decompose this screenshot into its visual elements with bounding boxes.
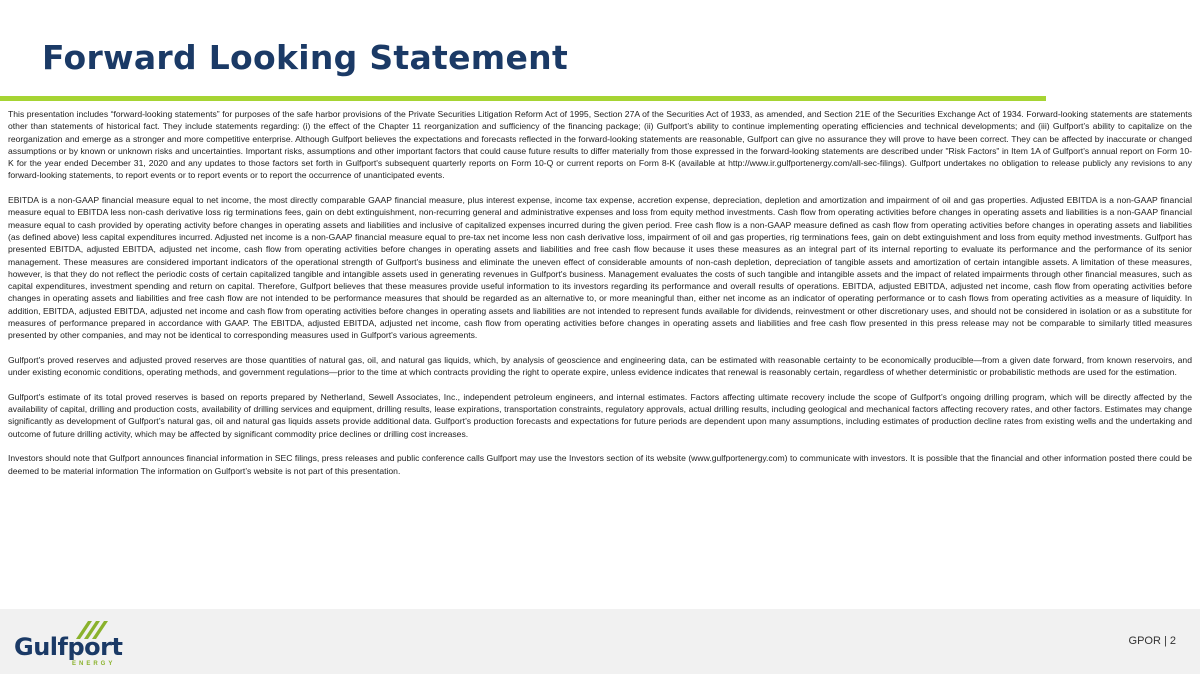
paragraph-ebitda: EBITDA is a non-GAAP financial measure equal to net income, the most directly comparable GAAP financial measure, plus interest expense, income tax expense, accretion expense, depreciation, depletion and amortization and impairment of oil and gas properties. Adjusted EBITDA is a non-GAAP financial measure equal to EBITDA less non-cash derivative loss rig terminations fees, gain on debt extinguishment, non-recurring general and administrative expenses and loss from equity method investments. Cash flow from operating activities before changes in operating assets and liabilities is a non-GAAP financial measure equal to cash provided by operating activity before changes in operating assets and liabilities and inclusive of capitalized expenses incurred during the given period. Free cash flow is a non-GAAP measure defined as cash flow from operating activities before changes in operating assets and liabilities (as defined above) less capital expenditures incurred. Adjusted net income is a non-GAAP financial measure equal to pre-tax net income less non cash derivative loss, impairment of oil and gas properties, rig terminations fees, gain on debt extinguishment and loss from equity method investments. Gulfport has presented EBITDA, adjusted EBITDA, adjusted net income, cash flow from operating activities before changes in operating assets and liabilities and free cash flow because it uses these measures as an integral part of its internal reporting to evaluate its performance and the performance of its senior management. These measures are considered important indicators of the operational strength of Gulfport's business and eliminate the uneven effect of considerable amounts of non-cash depletion, depreciation of tangible assets and amortization of certain intangible assets. A limitation of these measures, however, is that they do not reflect the periodic costs of certain capitalized tangible and intangible assets used in generating revenues in Gulfport's business. Management evaluates the costs of such tangible and intangible assets and the impact of related impairments through other financial measures, such as capital expenditures, investment spending and return on capital. Therefore, Gulfport believes that these measures provide useful information to its investors regarding its performance and overall results of operations. EBITDA, adjusted EBITDA, adjusted net income, cash flow from operating activities before changes in operating assets and liabilities and free cash flow are not intended to be performance measures that should be regarded as an alternative to, or more meaningful than, either net income as an indicator of operating performance or to cash flows from operating activities as a measure of liquidity. In addition, EBITDA, adjusted EBITDA, adjusted net income and cash flow from operating activities before changes in operating assets and liabilities are not intended to represent funds available for dividends, reinvestment or other discretionary uses, and should not be considered in isolation or as a substitute for measures of performance prepared in accordance with GAAP. The EBITDA, adjusted EBITDA, adjusted net income, cash flow from operating activities before changes in operating assets and liabilities and free cash flow presented in this press release may not be comparable to similarly titled measures presented by other companies, and may not be identical to corresponding measures used in Gulfport's various agreements. [8,195,1192,341]
page-number: GPOR | 2 [1128,635,1176,647]
paragraph-reserve-estimates: Gulfport's estimate of its total proved reserves is based on reports prepared by Netherland, Sewell Associates, Inc., independent petroleum engineers, and internal estimates. Factors affecting ultimate recovery include the scope of Gulfport’s ongoing drilling program, which will be directly affected by the availability of capital, drilling and production costs, availability of drilling services and equipment, drilling results, lease expirations, transportation constraints, regulatory approvals, actual drilling results, including geological and mechanical factors affecting recovery rates, and other factors. Estimates may change significantly as development of Gulfport’s natural gas, oil and natural gas liquids assets provide additional data. Gulfport’s production forecasts and expectations for future periods are dependent upon many assumptions, including estimates of production decline rates from existing wells and the undertaking and outcome of future drilling activity, which may be affected by significant commodity price declines or drilling cost increases. [8,391,1192,439]
paragraph-investor-notice: Investors should note that Gulfport announces financial information in SEC filings, press releases and public conference calls Gulfport may use the Investors section of its website (www.gulfportenergy.com) to communicate with investors. It is possible that the financial and other information posted there could be deemed to be material information The information on Gulfport’s website is not part of this presentation. [8,453,1192,476]
logo-subtext: ENERGY [72,661,116,667]
paragraph-forward-looking: This presentation includes “forward-looking statements” for purposes of the safe harbor provisions of the Private Securities Litigation Reform Act of 1995, Section 27A of the Securities Act of 1933, as amended, and Section 21E of the Securities Exchange Act of 1934. Forward-looking statements are statements other than statements of historical fact. They include statements regarding: (i) the effect of the Chapter 11 reorganization and sufficiency of the financing package; (ii) Gulfport’s ability to continue implementing operating efficiencies and technical developments; and (iii) Gulfport’s ability to capitalize on the reorganization and emerge as a stronger and more competitive enterprise. Although Gulfport believes the expectations and forecasts reflected in the forward-looking statements are reasonable, Gulfport can give no assurance they will prove to have been correct. They can be affected by inaccurate or changed assumptions or by known or unknown risks and uncertainties. Important risks, assumptions and other important factors that could cause future results to differ materially from those expressed in the forward-looking statements are described under "Risk Factors" in Item 1A of Gulfport's annual report on Form 10-K for the year ended December 31, 2020 and any updates to those factors set forth in Gulfport's subsequent quarterly reports on Form 10-Q or current reports on Form 8-K (available at http://www.ir.gulfportenergy.com/all-sec-filings). Gulfport undertakes no obligation to release publicly any revisions to any forward-looking statements, to report events or to report events or to report the occurrence of unanticipated events. [8,109,1192,181]
footer-bar [0,609,1200,674]
disclaimer-body [8,108,1192,489]
gulfport-logo [14,617,124,667]
title-underline [0,96,1046,101]
logo-wordmark: Gulfport [14,633,123,661]
paragraph-proved-reserves: Gulfport's proved reserves and adjusted proved reserves are those quantities of natural gas, oil, and natural gas liquids, which, by analysis of geoscience and engineering data, can be estimated with reasonable certainty to be economically producible—from a given date forward, from known reservoirs, and under existing economic conditions, operating methods, and government regulations—prior to the time at which contracts providing the right to operate expire, unless evidence indicates that renewal is reasonably certain, regardless of whether deterministic or probabilistic methods are used for the estimation. [8,354,1192,378]
slide-title: Forward Looking Statement [42,38,569,77]
